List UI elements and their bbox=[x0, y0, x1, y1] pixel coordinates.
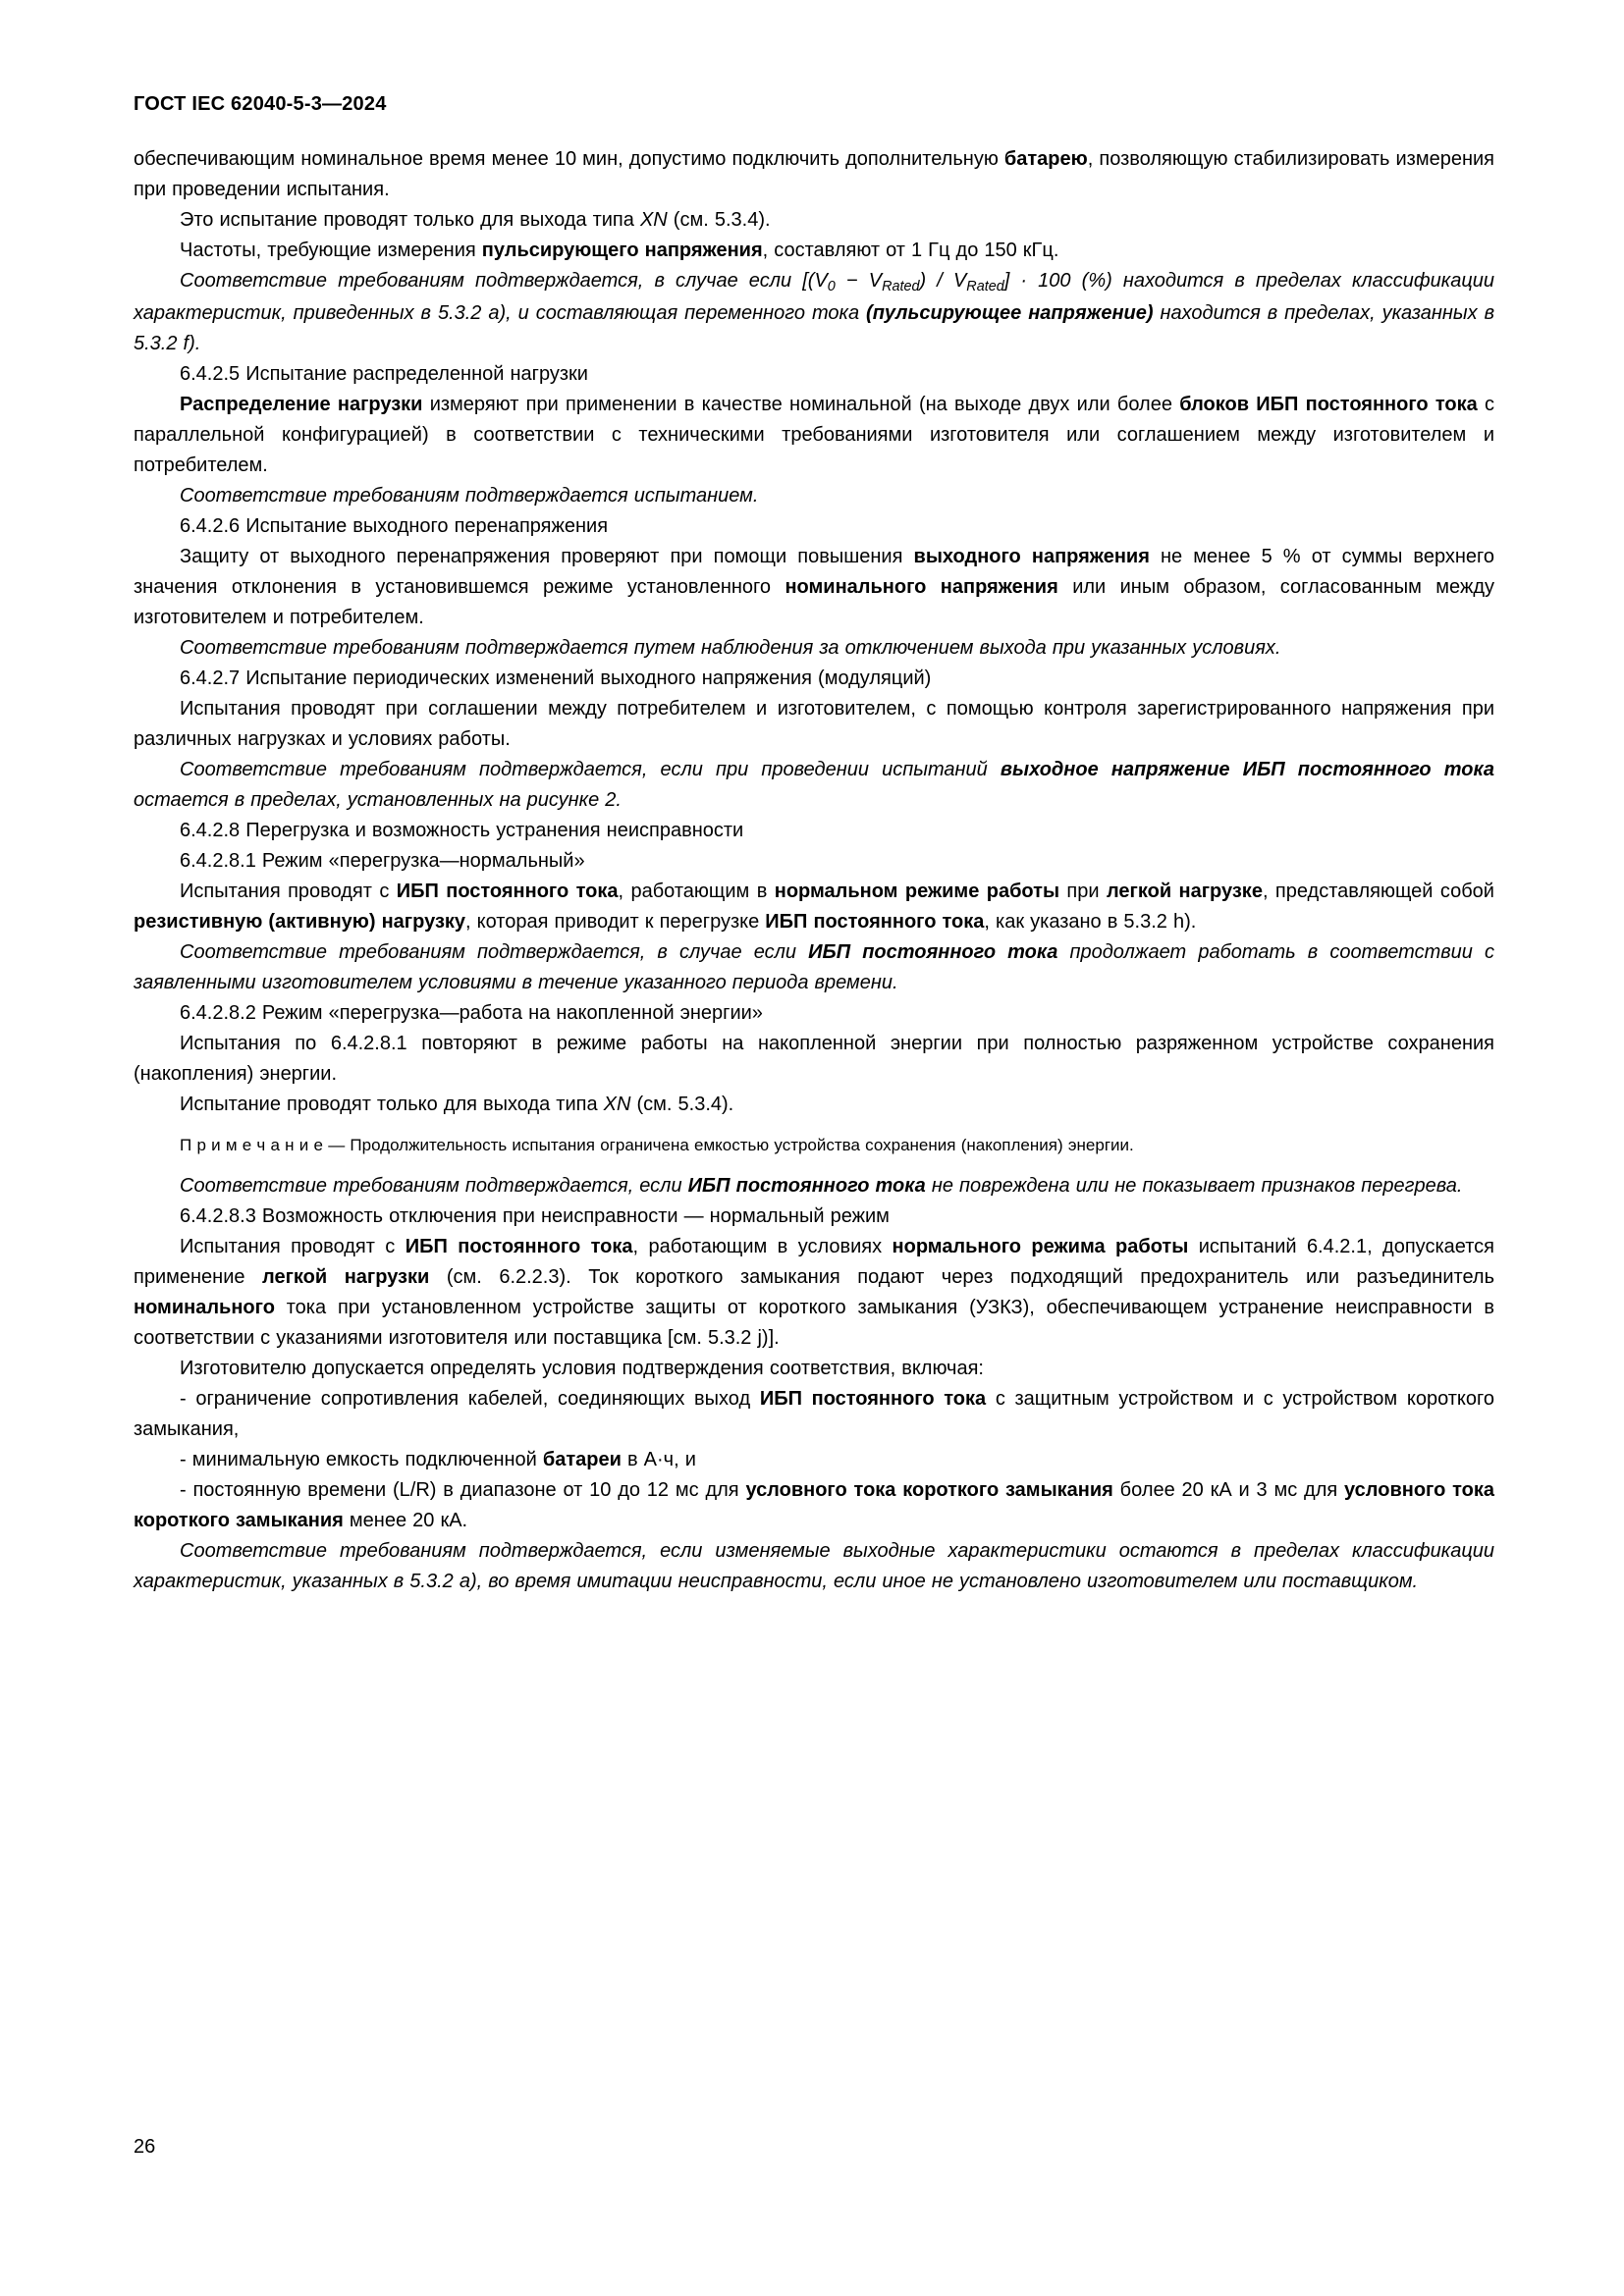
text-run: менее 20 кА. bbox=[343, 1510, 468, 1531]
text-run: испытаний 6.4.2.1, допускается применение bbox=[134, 1236, 1501, 1288]
text-run: Испытания проводят с bbox=[180, 1236, 406, 1257]
text-run: 0 bbox=[827, 279, 836, 295]
paragraph bbox=[134, 1354, 1494, 1384]
text-run: Rated bbox=[882, 279, 920, 295]
text-run: П р и м е ч а н и е — Продолжительность испытания ограничена емкостью устройства сохранения (накопления) энергии. bbox=[180, 1136, 1134, 1154]
text-run: выходное напряжение ИБП постоянного тока bbox=[1000, 759, 1494, 780]
text-run: , как указано в 5.3.2 h). bbox=[984, 911, 1197, 933]
paragraph bbox=[134, 1090, 1494, 1120]
text-run: номинального bbox=[134, 1297, 275, 1318]
text-run: Соответствие требованиям подтверждается, в случае если [(V bbox=[180, 270, 828, 292]
text-run: , позволяющую стабилизировать измерения при проведении испытания. bbox=[134, 148, 1501, 200]
text-run: резистивную (активную) нагрузку bbox=[134, 911, 466, 933]
text-run: ИБП постоянного тока bbox=[396, 881, 619, 902]
text-run: (см. 5.3.4). bbox=[630, 1094, 734, 1115]
text-run: Защиту от выходного перенапряжения проверяют при помощи повышения bbox=[180, 546, 914, 567]
text-run: (см. 5.3.4). bbox=[667, 209, 771, 231]
text-run: не повреждена или не показывает признаков перегрева. bbox=[925, 1175, 1463, 1197]
paragraph bbox=[134, 816, 1494, 846]
text-run: 6.4.2.5 Испытание распределенной нагрузки bbox=[180, 363, 588, 385]
paragraph bbox=[134, 144, 1501, 205]
text-run: батарею bbox=[1003, 148, 1088, 170]
text-run: 6.4.2.6 Испытание выходного перенапряжения bbox=[180, 515, 609, 537]
text-run: , работающим в условиях bbox=[632, 1236, 893, 1257]
text-run: не менее 5 % от суммы верхнего значения отклонения в установившемся режиме установленного bbox=[134, 546, 1501, 598]
text-run: при bbox=[1059, 881, 1107, 902]
text-run: Соответствие требованиям подтверждается, в случае если bbox=[180, 941, 809, 963]
text-run: − V bbox=[835, 270, 883, 292]
text-run: ] · 100 (%) находится в пределах классификации характеристик, приведенных в 5.3.2 a), и составляющая переменного тока bbox=[134, 270, 1501, 324]
text-run: находится в пределах, указанных в 5.3.2 f). bbox=[134, 302, 1501, 354]
text-run: нормальном режиме работы bbox=[774, 881, 1060, 902]
paragraph bbox=[134, 205, 1494, 236]
text-run: - минимальную емкость подключенной bbox=[180, 1449, 543, 1470]
text-run: с защитным устройством и с устройством короткого замыкания, bbox=[134, 1388, 1501, 1440]
text-run: легкой нагрузки bbox=[262, 1266, 430, 1288]
paragraph bbox=[134, 1232, 1501, 1354]
text-run: с параллельной конфигурацией) в соответствии с техническими требованиями изготовителя или соглашением между изготовителем и потребителем. bbox=[134, 394, 1501, 476]
text-run: номинального напряжения bbox=[785, 576, 1058, 598]
text-run: Испытания проводят с bbox=[180, 881, 397, 902]
text-run: Испытание проводят только для выхода типа bbox=[180, 1094, 604, 1115]
paragraph bbox=[134, 846, 1494, 877]
document-content bbox=[134, 144, 1501, 1597]
text-run: Соответствие требованиям подтверждается, если при проведении испытаний bbox=[180, 759, 1001, 780]
paragraph bbox=[134, 877, 1501, 937]
text-run: , которая приводит к перегрузке bbox=[465, 911, 766, 933]
paragraph bbox=[134, 694, 1501, 755]
text-run: нормального режима работы bbox=[892, 1236, 1189, 1257]
text-run: 6.4.2.8.2 Режим «перегрузка—работа на накопленной энергии» bbox=[180, 1002, 763, 1024]
text-run: Это испытание проводят только для выхода типа bbox=[180, 209, 640, 231]
text-run: Изготовителю допускается определять условия подтверждения соответствия, включая: bbox=[180, 1358, 984, 1379]
page-number: 26 bbox=[134, 2136, 156, 2158]
note-paragraph bbox=[134, 1133, 1494, 1158]
text-run: XN bbox=[603, 1094, 631, 1115]
paragraph bbox=[134, 481, 1494, 511]
text-run: легкой нагрузке bbox=[1106, 881, 1263, 902]
text-run: Rated bbox=[966, 279, 1004, 295]
paragraph bbox=[134, 755, 1501, 816]
text-run: условного тока короткого замыкания bbox=[745, 1479, 1113, 1501]
text-run: 6.4.2.8.1 Режим «перегрузка—нормальный» bbox=[180, 850, 585, 872]
text-run: 6.4.2.8 Перегрузка и возможность устранения неисправности bbox=[180, 820, 744, 841]
text-run: ) / V bbox=[919, 270, 967, 292]
text-run: 6.4.2.7 Испытание периодических изменений выходного напряжения (модуляций) bbox=[180, 667, 932, 689]
text-run: , представляющей собой bbox=[1262, 881, 1501, 902]
text-run: Соответствие требованиям подтверждается, если изменяемые выходные характеристики остаются в пределах классификации характеристик, указанных в 5.3.2 a), во время имитации неисправности, если иное не установлено изготовителем или поставщиком. bbox=[134, 1540, 1501, 1592]
text-run: ИБП постоянного тока bbox=[405, 1236, 633, 1257]
paragraph bbox=[134, 390, 1501, 481]
paragraph bbox=[134, 1475, 1501, 1536]
text-run: блоков ИБП постоянного тока bbox=[1179, 394, 1478, 415]
document-header-designation: ГОСТ IEC 62040-5-3—2024 bbox=[134, 93, 387, 115]
text-run: тока при установленном устройстве защиты от короткого замыкания (УЗКЗ), обеспечивающем устранение неисправности в соответствии с указаниями изготовителя или поставщика [см. 5.3.2 j)]. bbox=[134, 1297, 1501, 1349]
text-run: продолжает работать в соответствии с заявленными изготовителем условиями в течение указанного периода времени. bbox=[134, 941, 1501, 993]
paragraph bbox=[134, 1536, 1501, 1597]
text-run: Соответствие требованиям подтверждается испытанием. bbox=[180, 485, 759, 507]
paragraph bbox=[134, 359, 1494, 390]
text-run: Испытания проводят при соглашении между потребителем и изготовителем, с помощью контроля зарегистрированного напряжения при различных нагрузках и условиях работы. bbox=[134, 698, 1501, 750]
text-run: в А·ч, и bbox=[621, 1449, 696, 1470]
text-run: 6.4.2.8.3 Возможность отключения при неисправности — нормальный режим bbox=[180, 1205, 890, 1227]
paragraph bbox=[134, 1029, 1501, 1090]
paragraph bbox=[134, 236, 1494, 266]
text-run: Испытания по 6.4.2.8.1 повторяют в режиме работы на накопленной энергии при полностью разряженном устройстве сохранения (накопления) энергии. bbox=[134, 1033, 1501, 1085]
text-run: - постоянную времени (L/R) в диапазоне от 10 до 12 мс для bbox=[180, 1479, 746, 1501]
text-run: XN bbox=[639, 209, 668, 231]
paragraph bbox=[134, 998, 1494, 1029]
paragraph bbox=[134, 511, 1494, 542]
text-run: условного тока короткого замыкания bbox=[134, 1479, 1501, 1531]
text-run: , работающим в bbox=[618, 881, 775, 902]
paragraph bbox=[134, 664, 1494, 694]
text-run: выходного напряжения bbox=[913, 546, 1150, 567]
paragraph bbox=[134, 633, 1494, 664]
text-run: ИБП постоянного тока bbox=[687, 1175, 926, 1197]
text-run: ИБП постоянного тока bbox=[808, 941, 1058, 963]
text-run: измеряют при применении в качестве номинальной (на выходе двух или более bbox=[422, 394, 1180, 415]
paragraph bbox=[134, 266, 1501, 359]
text-run: остается в пределах, установленных на рисунке 2. bbox=[134, 759, 1501, 811]
text-run: ИБП постоянного тока bbox=[765, 911, 985, 933]
text-run: (см. 6.2.2.3). Ток короткого замыкания подают через подходящий предохранитель или разъединитель bbox=[429, 1266, 1501, 1288]
paragraph bbox=[134, 1445, 1494, 1475]
text-run: (пульсирующее напряжение) bbox=[866, 302, 1154, 324]
text-run: обеспечивающим номинальное время менее 10 мин, допустимо подключить дополнительную bbox=[134, 148, 1004, 170]
paragraph bbox=[134, 1201, 1494, 1232]
text-run: ИБП постоянного тока bbox=[759, 1388, 987, 1410]
text-run: или иным образом, согласованным между изготовителем и потребителем. bbox=[134, 576, 1501, 628]
text-run: Частоты, требующие измерения bbox=[180, 240, 482, 261]
paragraph bbox=[134, 1384, 1501, 1445]
text-run: , составляют от 1 Гц до 150 кГц. bbox=[762, 240, 1059, 261]
text-run: Соответствие требованиям подтверждается, если bbox=[180, 1175, 688, 1197]
text-run: Распределение нагрузки bbox=[180, 394, 423, 415]
text-run: - ограничение сопротивления кабелей, соединяющих выход bbox=[180, 1388, 760, 1410]
text-run: более 20 кА и 3 мс для bbox=[1112, 1479, 1345, 1501]
text-run: Соответствие требованиям подтверждается путем наблюдения за отключением выхода при указанных условиях. bbox=[180, 637, 1281, 659]
paragraph bbox=[134, 542, 1501, 633]
text-run: батареи bbox=[542, 1449, 622, 1470]
text-run: пульсирующего напряжения bbox=[481, 240, 763, 261]
paragraph bbox=[134, 937, 1501, 998]
paragraph bbox=[134, 1171, 1494, 1201]
